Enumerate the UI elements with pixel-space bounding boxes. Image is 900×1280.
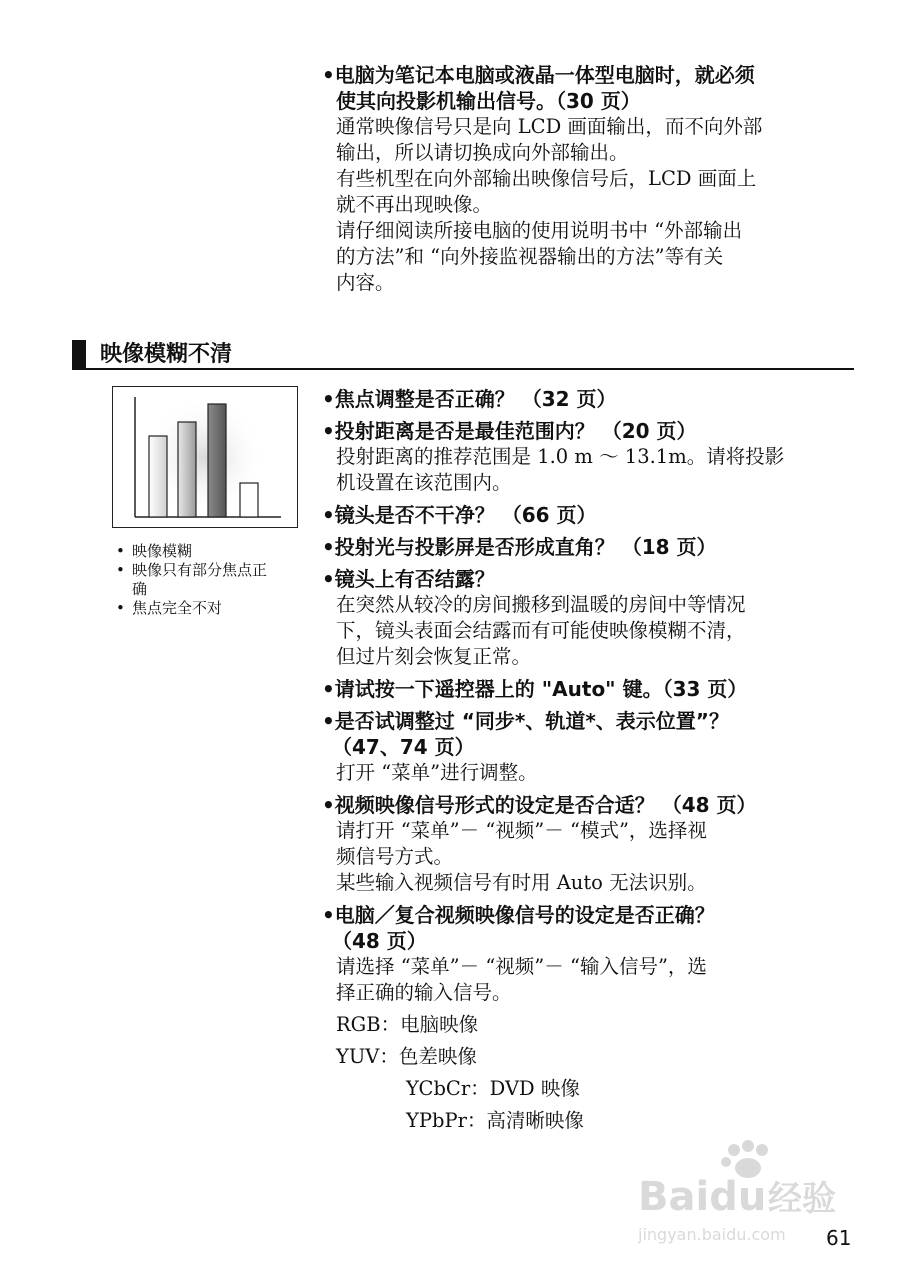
top-note	[322, 62, 862, 296]
section-rule	[72, 368, 854, 370]
check-item-title: •电脑／复合视频映像信号的设定是否正确？	[322, 903, 715, 927]
top-note-bullet-cont: 使其向投影机输出信号。（30 页）	[336, 89, 641, 113]
signal-type-list	[322, 1012, 862, 1134]
top-note-line: 通常映像信号只是向 LCD 画面输出，而不向外部	[336, 115, 763, 138]
signal-type: YUV：色差映像	[336, 1045, 477, 1068]
section-marker	[72, 340, 86, 370]
check-item-title: •投射光与投影屏是否形成直角？ （18 页）	[322, 535, 717, 559]
chart-bar	[149, 436, 167, 517]
paw-logo-icon	[638, 1138, 848, 1248]
check-item-detail: 请选择 “菜单”－ “视频”－ “输入信号”，选	[336, 955, 707, 978]
check-item-title: •焦点调整是否正确？ （32 页）	[322, 387, 617, 411]
symptom-item: • 焦点完全不对	[114, 599, 314, 618]
check-item	[322, 534, 862, 560]
top-note-line: 输出，所以请切换成向外部输出。	[336, 141, 629, 164]
check-item	[322, 792, 862, 896]
section-title: 映像模糊不清	[100, 342, 233, 367]
check-item-title: •镜头是否不干净？ （66 页）	[322, 503, 597, 527]
check-item-title: •投射距离是否是最佳范围内？ （20 页）	[322, 419, 697, 443]
check-item-detail: 频信号方式。	[336, 845, 454, 868]
chart-bar	[208, 404, 226, 517]
check-item-title: •视频映像信号形式的设定是否合适？ （48 页）	[322, 793, 757, 817]
check-item-detail: 在突然从较冷的房间搬移到温暖的房间中等情况	[336, 593, 746, 616]
top-note-line: 请仔细阅读所接电脑的使用说明书中 “外部输出	[336, 219, 743, 242]
symptom-item-cont: 确	[132, 580, 148, 598]
baidu-watermark	[638, 1138, 848, 1248]
check-item-detail: 打开 “菜单”进行调整。	[336, 761, 538, 784]
chart-bar	[178, 422, 196, 517]
top-note-line: 有些机型在向外部输出映像信号后，LCD 画面上	[336, 167, 757, 190]
symptom-item: • 映像模糊	[114, 542, 314, 561]
check-item	[322, 386, 862, 412]
check-item	[322, 566, 862, 670]
blurry-image-illustration	[112, 386, 298, 528]
check-item-detail: 择正确的输入信号。	[336, 981, 512, 1004]
check-item-title-cont: （48 页）	[332, 929, 427, 953]
check-item-title-cont: （47、74 页）	[332, 735, 475, 759]
chart-bar	[240, 483, 258, 517]
check-item-detail: 某些输入视频信号有时用 Auto 无法识别。	[336, 871, 707, 894]
top-note-line: 内容。	[336, 271, 395, 294]
check-item-detail: 投射距离的推荐范围是 1.0 m ～ 13.1m。请将投影	[336, 445, 785, 468]
signal-type: RGB：电脑映像	[336, 1013, 479, 1036]
page-number: 61	[826, 1226, 852, 1250]
check-item-detail: 机设置在该范围内。	[336, 471, 512, 494]
top-note-line: 的方法”和 “向外接监视器输出的方法”等有关	[336, 245, 724, 268]
check-item	[322, 902, 862, 1006]
check-item-title: •请试按一下遥控器上的 "Auto" 键。（33 页）	[322, 677, 748, 701]
watermark-cn: 经验	[768, 1179, 836, 1219]
check-item	[322, 502, 862, 528]
watermark-brand: Baidu	[638, 1174, 767, 1220]
watermark-url: jingyan.baidu.com	[638, 1225, 786, 1244]
check-item	[322, 418, 862, 496]
signal-type: YPbPr：高清晰映像	[406, 1109, 584, 1132]
symptom-list	[114, 542, 314, 618]
signal-type: YCbCr：DVD 映像	[406, 1077, 580, 1100]
checklist	[322, 386, 862, 1134]
symptom-item: • 映像只有部分焦点正	[114, 561, 314, 580]
top-note-line: 就不再出现映像。	[336, 193, 493, 216]
top-note-bullet: •电脑为笔记本电脑或液晶一体型电脑时，就必须	[322, 63, 755, 87]
check-item-title: •是否试调整过 “同步*、轨道*、表示位置”？	[322, 709, 729, 733]
check-item	[322, 676, 862, 702]
check-item-detail: 请打开 “菜单”－ “视频”－ “模式”，选择视	[336, 819, 707, 842]
check-item	[322, 708, 862, 786]
blurry-chart-illustration	[113, 387, 296, 526]
check-item-detail: 但过片刻会恢复正常。	[336, 645, 532, 668]
check-item-detail: 下，镜头表面会结露而有可能使映像模糊不清，	[336, 619, 746, 642]
check-item-title: •镜头上有否结露？	[322, 567, 495, 591]
